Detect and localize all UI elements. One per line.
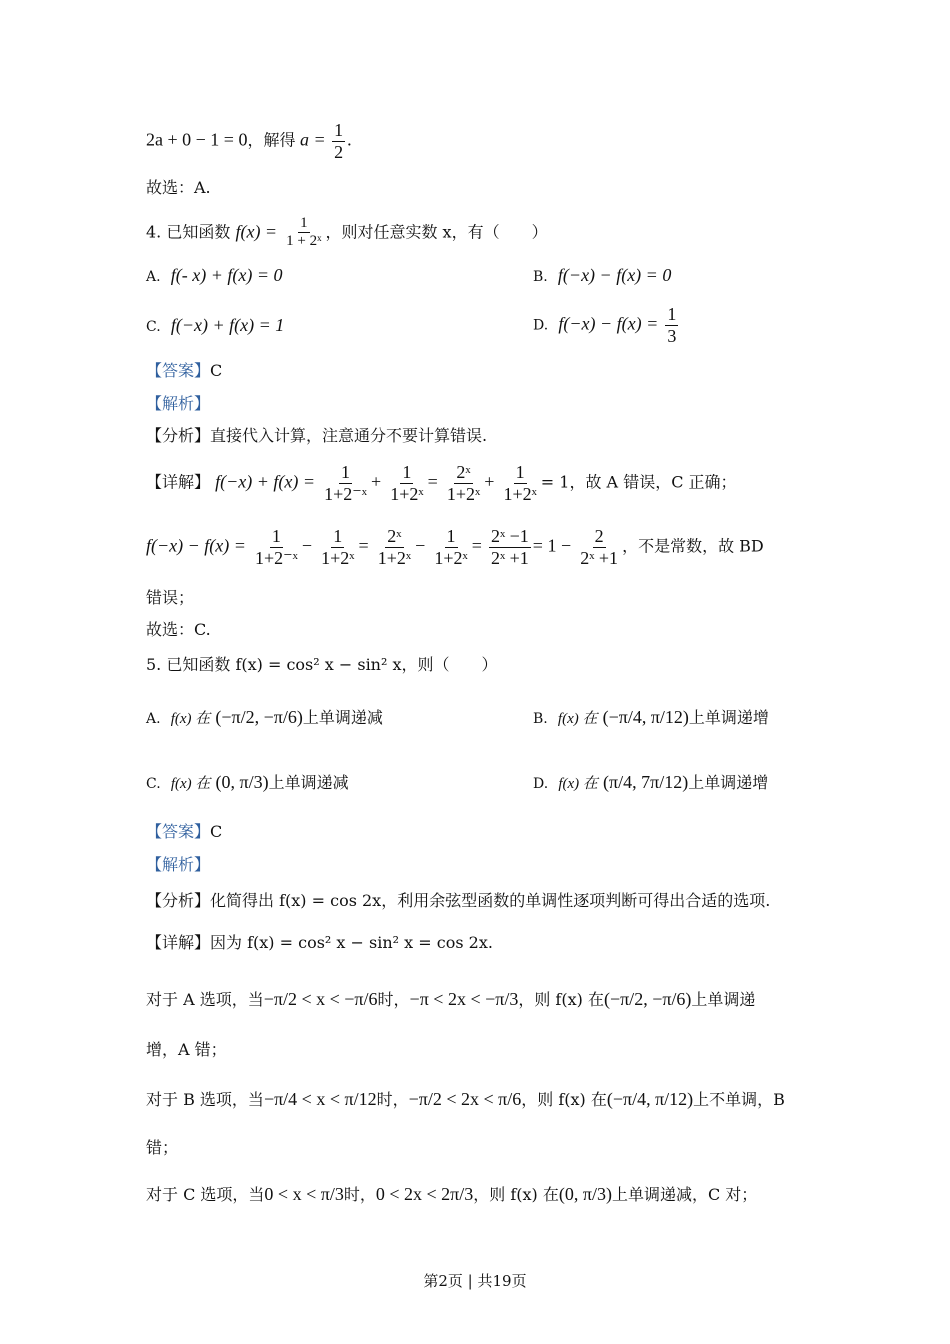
q4-option-c: C. f(−x) + f(x) = 1 <box>146 315 285 335</box>
q5-option-d: D. f(x) 在 (π/4, 7π/12)上单调递增 <box>533 772 769 792</box>
q4-option-b: B. f(−x) − f(x) = 0 <box>533 265 672 285</box>
q4-detail-1: 【详解】 f(−x) + f(x) = $\frac{1}{\text{1+2⁻ˣ}}$ + $\frac{1}{\text{1+2ˣ}}$ = $\frac{\text{2ˣ}}{\text{1+2ˣ}}$ + $\frac{1}{\text{1+2ˣ}}$ = 1，故 A 错误，C 正确； <box>146 462 737 504</box>
q4-analysis-tag: 【解析】 <box>146 394 211 413</box>
page-footer: 第2页 | 共19页 <box>423 1272 527 1290</box>
q5-item-b-wrap: 错； <box>146 1138 179 1157</box>
q4-fenxi: 【分析】直接代入计算，注意通分不要计算错误. <box>146 426 488 445</box>
q5-detail: 【详解】因为 f(x) = cos² x − sin² x = cos 2x. <box>146 933 493 952</box>
q4-option-d: D. f(−x) − f(x) = $\frac{1}{3}$ <box>533 304 677 346</box>
q5-answer: 【答案】C <box>146 822 223 841</box>
q4-answer: 【答案】C <box>146 361 223 380</box>
intro-var: a = <box>299 129 326 150</box>
q4-detail-2: f(−x) − f(x) = $\frac{1}{\text{1+2⁻ˣ}}$ − $\frac{1}{\text{1+2ˣ}}$ = $\frac{\text{2ˣ}}{\text{1+2ˣ}}$ − $\frac{1}{\text{1+2ˣ}}$ = $\frac{\text{2ˣ −1}}{\text{2ˣ +1}}$ = 1 − $\frac{2}{\text{2ˣ +1}}$ ，不是常数，故 BD <box>146 526 764 568</box>
q5-item-c: 对于 C 选项，当0 < x < π/3时，0 < 2x < 2π/3，则 f(x) 在(0, π/3)上单调递减，C 对； <box>146 1184 758 1204</box>
q5-fenxi: 【分析】化简得出 f(x) = cos 2x，利用余弦型函数的单调性逐项判断可得出合适的选项. <box>146 891 771 910</box>
q4-choose: 故选：C. <box>146 620 211 639</box>
choose-a: 故选：A. <box>146 178 211 197</box>
q4-stem: 4. 已知函数 f(x) = $\frac{1}{\text{1 + 2ˣ}}$ ，则对任意实数 x，有（ ） <box>146 215 548 250</box>
q5-item-a: 对于 A 选项，当−π/2 < x < −π/6时，−π < 2x < −π/3，则 f(x) 在(−π/2, −π/6)上单调递 <box>146 989 756 1009</box>
q4-option-a: A. f(- x) + f(x) = 0 <box>146 265 283 285</box>
intro-solve-text: ，解得 <box>247 132 296 150</box>
intro-line: 2a + 0 − 1 = 0，解得 a = $\frac{1}{2}$ . <box>146 120 352 162</box>
q5-item-a-wrap: 增，A 错； <box>146 1040 227 1059</box>
intro-equation: 2a + 0 − 1 = 0 <box>146 129 248 150</box>
q5-option-c: C. f(x) 在 (0, π/3)上单调递减 <box>146 772 349 792</box>
q5-option-a: A. f(x) 在 (−π/2, −π/6)上单调递减 <box>146 707 383 727</box>
intro-fraction: $\frac{1}{2}$ <box>334 120 344 162</box>
q5-option-b: B. f(x) 在 (−π/4, π/12)上单调递增 <box>533 707 769 727</box>
q5-stem: 5. 已知函数 f(x) = cos² x − sin² x，则（ ） <box>146 655 498 674</box>
q4-detail-2-wrap: 错误； <box>146 588 195 607</box>
q5-item-b: 对于 B 选项，当−π/4 < x < π/12时，−π/2 < 2x < π/6，则 f(x) 在(−π/4, π/12)上不单调，B <box>146 1089 785 1109</box>
q5-analysis-tag: 【解析】 <box>146 855 211 874</box>
